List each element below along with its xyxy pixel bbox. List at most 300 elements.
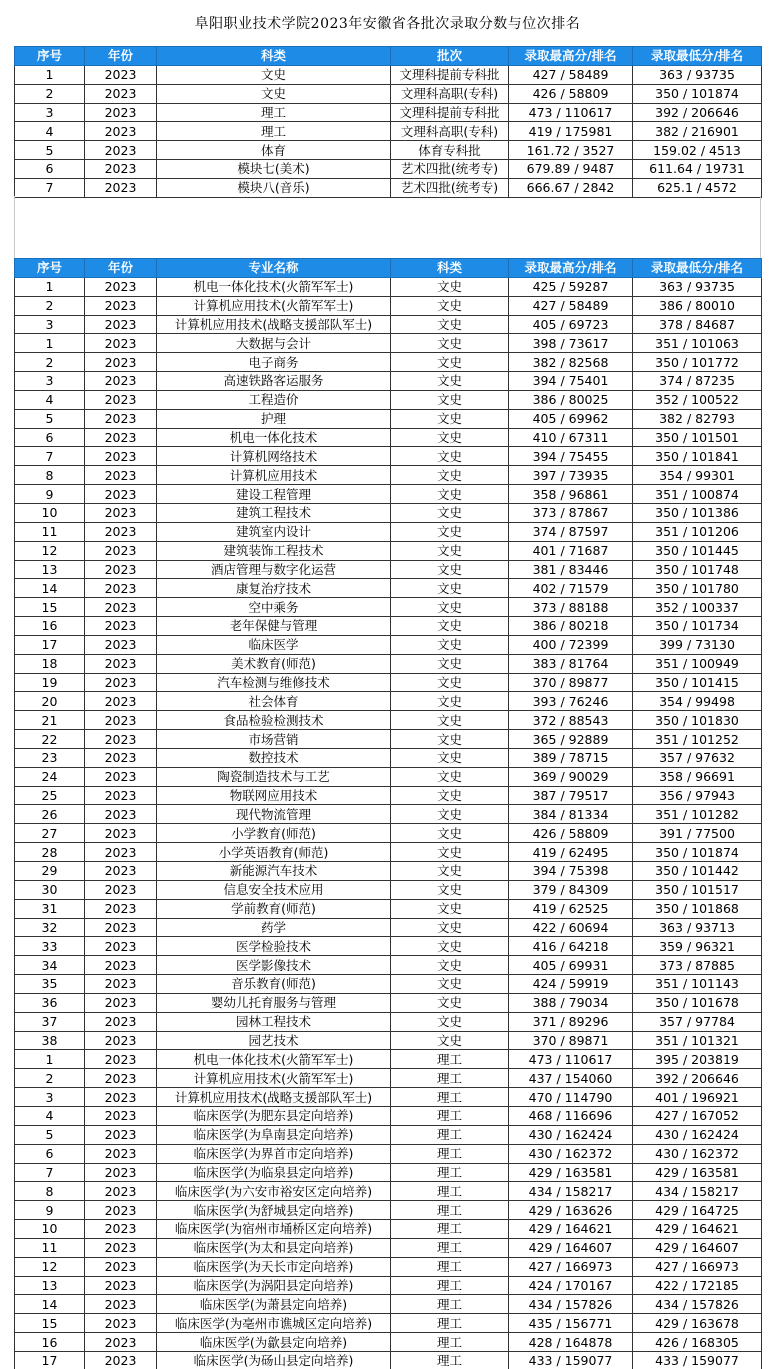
cell-index: 32 [15,918,85,937]
cell-major: 建筑工程技术 [157,503,391,522]
cell-category: 文史 [391,824,509,843]
cell-year: 2023 [85,353,157,372]
cell-major: 计算机应用技术 [157,466,391,485]
cell-index: 36 [15,993,85,1012]
header-category: 科类 [157,47,391,66]
cell-category: 文史 [391,315,509,334]
cell-max-score: 679.89 / 9487 [509,160,633,179]
cell-index: 20 [15,692,85,711]
cell-category: 理工 [157,122,391,141]
cell-max-score: 405 / 69931 [509,956,633,975]
cell-year: 2023 [85,1201,157,1220]
cell-max-score: 371 / 89296 [509,1012,633,1031]
cell-major: 空中乘务 [157,598,391,617]
cell-max-score: 394 / 75398 [509,862,633,881]
cell-category: 文史 [391,937,509,956]
cell-min-score: 434 / 157826 [633,1295,762,1314]
cell-category: 文史 [391,786,509,805]
cell-major: 临床医学(为亳州市谯城区定向培养) [157,1314,391,1333]
cell-category: 文史 [391,277,509,296]
cell-index: 2 [15,84,85,103]
table-row [15,103,762,122]
cell-index: 2 [15,296,85,315]
table-row [15,390,762,409]
cell-major: 食品检验检测技术 [157,711,391,730]
cell-year: 2023 [85,1238,157,1257]
cell-min-score: 422 / 172185 [633,1276,762,1295]
cell-min-score: 354 / 99301 [633,466,762,485]
cell-year: 2023 [85,1314,157,1333]
cell-category: 文史 [391,975,509,994]
table-row [15,598,762,617]
cell-year: 2023 [85,1144,157,1163]
cell-category: 理工 [391,1276,509,1295]
cell-category: 理工 [391,1238,509,1257]
cell-year: 2023 [85,65,157,84]
table-header-row [15,259,762,278]
cell-year: 2023 [85,937,157,956]
cell-min-score: 350 / 101445 [633,541,762,560]
cell-index: 4 [15,390,85,409]
cell-category: 文史 [391,541,509,560]
cell-index: 1 [15,277,85,296]
cell-category: 文史 [391,372,509,391]
cell-category: 理工 [391,1314,509,1333]
cell-min-score: 399 / 73130 [633,635,762,654]
cell-major: 园艺技术 [157,1031,391,1050]
cell-category: 文史 [391,617,509,636]
cell-major: 社会体育 [157,692,391,711]
cell-index: 13 [15,1276,85,1295]
cell-year: 2023 [85,277,157,296]
cell-min-score: 429 / 163581 [633,1163,762,1182]
cell-min-score: 611.64 / 19731 [633,160,762,179]
cell-max-score: 400 / 72399 [509,635,633,654]
cell-year: 2023 [85,1295,157,1314]
cell-category: 文史 [391,428,509,447]
cell-min-score: 430 / 162424 [633,1125,762,1144]
cell-min-score: 392 / 206646 [633,103,762,122]
cell-min-score: 357 / 97632 [633,748,762,767]
cell-category: 文史 [391,1012,509,1031]
cell-category: 文史 [391,353,509,372]
cell-major: 临床医学(为宿州市埇桥区定向培养) [157,1220,391,1239]
cell-year: 2023 [85,635,157,654]
cell-index: 24 [15,767,85,786]
cell-min-score: 350 / 101874 [633,843,762,862]
cell-index: 3 [15,315,85,334]
cell-min-score: 382 / 82793 [633,409,762,428]
cell-min-score: 351 / 101282 [633,805,762,824]
cell-category: 文史 [391,899,509,918]
cell-category: 文史 [391,918,509,937]
cell-year: 2023 [85,617,157,636]
table-row [15,824,762,843]
cell-major: 医学检验技术 [157,937,391,956]
cell-category: 理工 [391,1125,509,1144]
cell-index: 2 [15,353,85,372]
cell-index: 13 [15,560,85,579]
header-index: 序号 [15,259,85,278]
table-row [15,993,762,1012]
header-max-score: 录取最高分/排名 [509,47,633,66]
cell-year: 2023 [85,541,157,560]
cell-category: 理工 [391,1333,509,1352]
table-row [15,1257,762,1276]
cell-major: 数控技术 [157,748,391,767]
cell-year: 2023 [85,1163,157,1182]
cell-year: 2023 [85,1351,157,1369]
cell-major: 高速铁路客运服务 [157,372,391,391]
cell-min-score: 427 / 166973 [633,1257,762,1276]
cell-year: 2023 [85,428,157,447]
cell-major: 临床医学(为界首市定向培养) [157,1144,391,1163]
cell-year: 2023 [85,579,157,598]
cell-index: 14 [15,1295,85,1314]
cell-min-score: 351 / 101143 [633,975,762,994]
cell-index: 27 [15,824,85,843]
header-batch: 批次 [391,47,509,66]
cell-index: 35 [15,975,85,994]
cell-year: 2023 [85,1276,157,1295]
cell-index: 3 [15,103,85,122]
cell-max-score: 419 / 175981 [509,122,633,141]
cell-max-score: 372 / 88543 [509,711,633,730]
table-row [15,1012,762,1031]
cell-major: 计算机网络技术 [157,447,391,466]
cell-min-score: 350 / 101868 [633,899,762,918]
cell-min-score: 350 / 101386 [633,503,762,522]
cell-max-score: 374 / 87597 [509,522,633,541]
cell-category: 理工 [391,1351,509,1369]
cell-year: 2023 [85,1031,157,1050]
cell-year: 2023 [85,1069,157,1088]
cell-year: 2023 [85,503,157,522]
cell-min-score: 374 / 87235 [633,372,762,391]
cell-min-score: 351 / 101252 [633,730,762,749]
cell-max-score: 394 / 75455 [509,447,633,466]
cell-index: 21 [15,711,85,730]
table-row [15,141,762,160]
cell-max-score: 427 / 58489 [509,296,633,315]
cell-year: 2023 [85,993,157,1012]
cell-min-score: 350 / 101442 [633,862,762,881]
cell-batch: 文理科提前专科批 [391,65,509,84]
cell-max-score: 468 / 116696 [509,1106,633,1125]
cell-batch: 体育专科批 [391,141,509,160]
cell-min-score: 382 / 216901 [633,122,762,141]
table-row [15,522,762,541]
cell-index: 6 [15,160,85,179]
cell-max-score: 373 / 88188 [509,598,633,617]
table-row [15,1182,762,1201]
cell-year: 2023 [85,918,157,937]
cell-max-score: 370 / 89871 [509,1031,633,1050]
cell-index: 18 [15,654,85,673]
table-row [15,767,762,786]
cell-min-score: 350 / 101517 [633,880,762,899]
cell-max-score: 430 / 162424 [509,1125,633,1144]
cell-min-score: 159.02 / 4513 [633,141,762,160]
cell-index: 6 [15,1144,85,1163]
table-row [15,805,762,824]
cell-category: 文史 [391,447,509,466]
cell-year: 2023 [85,560,157,579]
table-row [15,1069,762,1088]
table-row [15,503,762,522]
cell-min-score: 350 / 101415 [633,673,762,692]
table-spacer [14,196,761,258]
cell-category: 理工 [391,1088,509,1107]
cell-year: 2023 [85,598,157,617]
cell-max-score: 429 / 163626 [509,1201,633,1220]
cell-max-score: 370 / 89877 [509,673,633,692]
cell-category: 理工 [391,1220,509,1239]
header-year: 年份 [85,259,157,278]
cell-year: 2023 [85,692,157,711]
table-row [15,160,762,179]
cell-major: 学前教育(师范) [157,899,391,918]
cell-min-score: 363 / 93713 [633,918,762,937]
cell-major: 美术教育(师范) [157,654,391,673]
table-row [15,1351,762,1369]
cell-min-score: 351 / 100874 [633,485,762,504]
table-row [15,1144,762,1163]
cell-min-score: 351 / 101206 [633,522,762,541]
cell-major: 临床医学(为阜南县定向培养) [157,1125,391,1144]
cell-year: 2023 [85,1050,157,1069]
cell-major: 汽车检测与维修技术 [157,673,391,692]
table-row [15,65,762,84]
cell-index: 23 [15,748,85,767]
cell-year: 2023 [85,711,157,730]
cell-max-score: 430 / 162372 [509,1144,633,1163]
cell-index: 15 [15,598,85,617]
table-row [15,635,762,654]
cell-min-score: 430 / 162372 [633,1144,762,1163]
cell-min-score: 350 / 101748 [633,560,762,579]
cell-major: 计算机应用技术(火箭军军士) [157,296,391,315]
cell-max-score: 387 / 79517 [509,786,633,805]
cell-index: 12 [15,1257,85,1276]
cell-category: 文史 [391,862,509,881]
cell-category: 文史 [391,522,509,541]
cell-min-score: 352 / 100337 [633,598,762,617]
cell-max-score: 429 / 164621 [509,1220,633,1239]
cell-min-score: 350 / 101501 [633,428,762,447]
cell-max-score: 398 / 73617 [509,334,633,353]
cell-year: 2023 [85,975,157,994]
cell-major: 医学影像技术 [157,956,391,975]
cell-max-score: 433 / 159077 [509,1351,633,1369]
cell-year: 2023 [85,654,157,673]
cell-major: 临床医学(为歙县定向培养) [157,1333,391,1352]
cell-year: 2023 [85,103,157,122]
cell-year: 2023 [85,1182,157,1201]
cell-max-score: 422 / 60694 [509,918,633,937]
cell-major: 临床医学(为涡阳县定向培养) [157,1276,391,1295]
cell-index: 16 [15,617,85,636]
cell-category: 文史 [391,503,509,522]
cell-index: 29 [15,862,85,881]
cell-index: 10 [15,1220,85,1239]
header-index: 序号 [15,47,85,66]
cell-index: 5 [15,1125,85,1144]
cell-year: 2023 [85,843,157,862]
cell-max-score: 388 / 79034 [509,993,633,1012]
table-row [15,1050,762,1069]
cell-min-score: 427 / 167052 [633,1106,762,1125]
cell-index: 12 [15,541,85,560]
cell-max-score: 161.72 / 3527 [509,141,633,160]
cell-index: 37 [15,1012,85,1031]
cell-min-score: 429 / 164725 [633,1201,762,1220]
cell-category: 文史 [391,956,509,975]
cell-year: 2023 [85,1088,157,1107]
cell-category: 文史 [391,635,509,654]
table-row [15,975,762,994]
cell-major: 临床医学(为天长市定向培养) [157,1257,391,1276]
cell-max-score: 428 / 164878 [509,1333,633,1352]
table-row [15,748,762,767]
cell-max-score: 379 / 84309 [509,880,633,899]
cell-year: 2023 [85,956,157,975]
cell-batch: 艺术四批(统考专) [391,178,509,197]
cell-max-score: 365 / 92889 [509,730,633,749]
cell-min-score: 350 / 101678 [633,993,762,1012]
cell-category: 文史 [391,673,509,692]
cell-min-score: 401 / 196921 [633,1088,762,1107]
cell-min-score: 434 / 158217 [633,1182,762,1201]
cell-max-score: 405 / 69962 [509,409,633,428]
cell-major: 临床医学(为砀山县定向培养) [157,1351,391,1369]
cell-major: 建设工程管理 [157,485,391,504]
table-row [15,466,762,485]
table-row [15,711,762,730]
cell-year: 2023 [85,730,157,749]
cell-min-score: 363 / 93735 [633,277,762,296]
cell-max-score: 470 / 114790 [509,1088,633,1107]
cell-max-score: 419 / 62525 [509,899,633,918]
table-row [15,1106,762,1125]
header-major: 专业名称 [157,259,391,278]
cell-major: 大数据与会计 [157,334,391,353]
cell-index: 1 [15,334,85,353]
table-row [15,880,762,899]
cell-year: 2023 [85,1220,157,1239]
table-row [15,918,762,937]
cell-major: 机电一体化技术 [157,428,391,447]
cell-category: 文史 [391,843,509,862]
cell-index: 33 [15,937,85,956]
cell-index: 8 [15,466,85,485]
cell-year: 2023 [85,390,157,409]
header-max-score: 录取最高分/排名 [509,259,633,278]
cell-category: 文史 [391,296,509,315]
cell-max-score: 429 / 164607 [509,1238,633,1257]
cell-max-score: 434 / 158217 [509,1182,633,1201]
cell-index: 22 [15,730,85,749]
table-row [15,673,762,692]
cell-max-score: 434 / 157826 [509,1295,633,1314]
cell-category: 文史 [391,993,509,1012]
table-row [15,178,762,197]
cell-year: 2023 [85,767,157,786]
cell-major: 物联网应用技术 [157,786,391,805]
cell-max-score: 437 / 154060 [509,1069,633,1088]
cell-category: 文史 [157,84,391,103]
cell-index: 17 [15,1351,85,1369]
cell-category: 理工 [157,103,391,122]
cell-major: 临床医学(为太和县定向培养) [157,1238,391,1257]
cell-max-score: 369 / 90029 [509,767,633,786]
cell-year: 2023 [85,372,157,391]
cell-min-score: 392 / 206646 [633,1069,762,1088]
cell-year: 2023 [85,673,157,692]
cell-year: 2023 [85,1012,157,1031]
cell-major: 机电一体化技术(火箭军军士) [157,277,391,296]
cell-min-score: 391 / 77500 [633,824,762,843]
table-row [15,428,762,447]
cell-year: 2023 [85,862,157,881]
cell-max-score: 435 / 156771 [509,1314,633,1333]
cell-major: 计算机应用技术(战略支援部队军士) [157,315,391,334]
cell-category: 文史 [391,767,509,786]
table-row [15,956,762,975]
cell-index: 11 [15,1238,85,1257]
cell-category: 文史 [157,65,391,84]
cell-max-score: 393 / 76246 [509,692,633,711]
cell-major: 老年保健与管理 [157,617,391,636]
cell-max-score: 426 / 58809 [509,824,633,843]
header-min-score: 录取最低分/排名 [633,259,762,278]
cell-max-score: 473 / 110617 [509,1050,633,1069]
cell-index: 15 [15,1314,85,1333]
table-row [15,1333,762,1352]
cell-major: 市场营销 [157,730,391,749]
cell-year: 2023 [85,880,157,899]
cell-category: 模块七(美术) [157,160,391,179]
cell-max-score: 424 / 59919 [509,975,633,994]
cell-major: 计算机应用技术(战略支援部队军士) [157,1088,391,1107]
cell-max-score: 386 / 80218 [509,617,633,636]
table-row [15,654,762,673]
table-row [15,122,762,141]
cell-major: 计算机应用技术(火箭军军士) [157,1069,391,1088]
cell-min-score: 433 / 159077 [633,1351,762,1369]
cell-max-score: 383 / 81764 [509,654,633,673]
cell-year: 2023 [85,141,157,160]
cell-index: 3 [15,372,85,391]
cell-category: 文史 [391,711,509,730]
cell-major: 建筑室内设计 [157,522,391,541]
table-row [15,409,762,428]
cell-max-score: 426 / 58809 [509,84,633,103]
page-title: 阜阳职业技术学院2023年安徽省各批次录取分数与位次排名 [194,15,581,32]
cell-year: 2023 [85,1106,157,1125]
cell-min-score: 351 / 101063 [633,334,762,353]
table-row [15,334,762,353]
cell-year: 2023 [85,1257,157,1276]
cell-major: 电子商务 [157,353,391,372]
cell-year: 2023 [85,84,157,103]
header-category: 科类 [391,259,509,278]
cell-max-score: 419 / 62495 [509,843,633,862]
cell-category: 理工 [391,1201,509,1220]
table-row [15,1125,762,1144]
cell-major: 临床医学 [157,635,391,654]
cell-index: 3 [15,1088,85,1107]
